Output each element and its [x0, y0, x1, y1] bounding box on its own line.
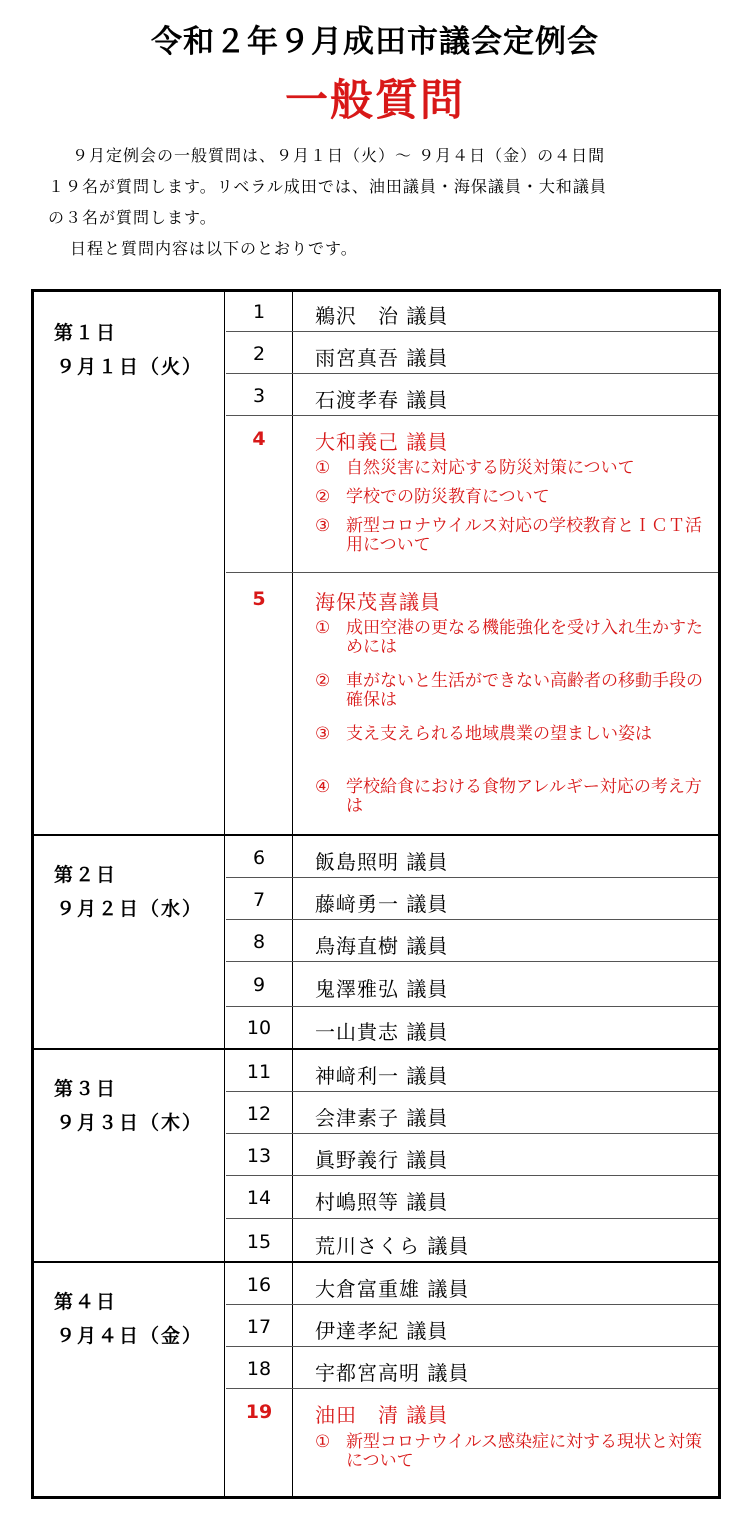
- row-divider: [226, 1091, 718, 1092]
- speaker-name: 荒川さくら 議員: [315, 1234, 470, 1258]
- question-mark: ①: [315, 618, 331, 638]
- question-item: [315, 619, 715, 657]
- speaker-number: 12: [246, 1103, 272, 1125]
- speaker-name: 村嶋照等 議員: [315, 1190, 449, 1214]
- question-mark: ③: [315, 724, 331, 744]
- question-text: 車がないと生活ができない高齢者の移動手段の確保は: [346, 671, 703, 710]
- day-label: 第２日: [54, 864, 118, 886]
- speaker-name: 雨宮真吾 議員: [315, 346, 449, 370]
- day-divider: [34, 1261, 718, 1263]
- question-mark: ④: [315, 777, 331, 797]
- question-item: [315, 488, 715, 507]
- row-divider: [226, 877, 718, 878]
- row-divider: [226, 415, 718, 416]
- day-label: 第４日: [54, 1291, 118, 1313]
- row-divider: [226, 373, 718, 374]
- question-text: 自然災害に対応する防災対策について: [346, 458, 635, 478]
- question-item: [315, 778, 715, 816]
- intro-line-4: 日程と質問内容は以下のとおりです。: [70, 239, 358, 258]
- page-subtitle: 一般質問: [285, 76, 465, 126]
- speaker-number: 17: [246, 1316, 272, 1338]
- row-divider: [226, 1346, 718, 1347]
- row-divider: [226, 331, 718, 332]
- intro-line-1: ９月定例会の一般質問は、９月１日（火）～ ９月４日（金）の４日間: [72, 146, 606, 165]
- speaker-number: 4: [252, 428, 266, 450]
- question-mark: ②: [315, 671, 331, 691]
- question-text: 学校給食における食物アレルギー対応の考え方は: [346, 777, 702, 816]
- row-divider: [226, 1006, 718, 1007]
- speaker-number: 1: [252, 301, 266, 323]
- question-text: 学校での防災教育について: [346, 487, 550, 507]
- row-divider: [226, 919, 718, 920]
- speaker-name: 鬼澤雅弘 議員: [315, 977, 449, 1001]
- row-divider: [226, 572, 718, 573]
- intro-line-3: の３名が質問します。: [48, 208, 217, 227]
- speaker-number: 10: [246, 1017, 272, 1039]
- question-item: [315, 517, 715, 555]
- day-date: ９月４日（金）: [56, 1325, 204, 1347]
- row-divider: [226, 1304, 718, 1305]
- speaker-name: 大和義己 議員: [315, 430, 449, 454]
- speaker-number: 13: [246, 1145, 272, 1167]
- speaker-name: 石渡孝春 議員: [315, 388, 449, 412]
- question-item: [315, 725, 715, 744]
- speaker-name: 会津素子 議員: [315, 1106, 449, 1130]
- intro-line-2: １９名が質問します。リベラル成田では、油田議員・海保議員・大和議員: [48, 177, 607, 196]
- day-divider: [34, 1048, 718, 1050]
- speaker-number: 7: [252, 889, 266, 911]
- question-item: [315, 672, 715, 710]
- speaker-name: 油田 清 議員: [315, 1403, 449, 1427]
- column-divider: [224, 292, 225, 1496]
- question-item: [315, 459, 715, 478]
- question-text: 新型コロナウイルス感染症に対する現状と対策について: [346, 1432, 702, 1471]
- speaker-name: 神﨑利一 議員: [315, 1064, 449, 1088]
- speaker-number: 19: [245, 1401, 273, 1423]
- day-date: ９月１日（火）: [56, 356, 204, 378]
- speaker-name: 藤﨑勇一 議員: [315, 892, 449, 916]
- speaker-number: 16: [246, 1274, 272, 1296]
- speaker-name: 鵜沢 治 議員: [315, 304, 449, 328]
- speaker-number: 8: [252, 931, 266, 953]
- speaker-number: 14: [246, 1187, 272, 1209]
- question-item: [315, 1433, 715, 1471]
- question-mark: ②: [315, 487, 331, 507]
- row-divider: [226, 961, 718, 962]
- day-divider: [34, 834, 718, 836]
- page-title: 令和２年９月成田市議会定例会: [151, 24, 599, 60]
- speaker-name: 飯島照明 議員: [315, 850, 449, 874]
- question-mark: ①: [315, 1432, 331, 1452]
- column-divider: [292, 292, 293, 1496]
- speaker-number: 9: [252, 974, 266, 996]
- question-text: 新型コロナウイルス対応の学校教育とＩＣＴ活用について: [346, 516, 702, 555]
- row-divider: [226, 1218, 718, 1219]
- speaker-name: 伊達孝紀 議員: [315, 1319, 449, 1343]
- question-text: 成田空港の更なる機能強化を受け入れ生かすためには: [346, 618, 703, 657]
- speaker-name: 鳥海直樹 議員: [315, 934, 449, 958]
- speaker-name: 一山貴志 議員: [315, 1020, 449, 1044]
- speaker-number: 6: [252, 847, 266, 869]
- question-mark: ①: [315, 458, 331, 478]
- speaker-number: 3: [252, 385, 266, 407]
- day-date: ９月３日（木）: [56, 1112, 204, 1134]
- speaker-number: 15: [246, 1231, 272, 1253]
- intro-text: [48, 140, 716, 264]
- speaker-name: 眞野義行 議員: [315, 1148, 449, 1172]
- speaker-number: 5: [252, 588, 266, 610]
- speaker-name: 宇都宮高明 議員: [315, 1361, 470, 1385]
- day-date: ９月２日（水）: [56, 898, 204, 920]
- speaker-name: 大倉富重雄 議員: [315, 1277, 470, 1301]
- row-divider: [226, 1388, 718, 1389]
- row-divider: [226, 1175, 718, 1176]
- speaker-name: 海保茂喜議員: [315, 590, 441, 614]
- question-text: 支え支えられる地域農業の望ましい姿は: [346, 724, 652, 744]
- row-divider: [226, 1133, 718, 1134]
- question-mark: ③: [315, 516, 331, 536]
- day-label: 第１日: [54, 322, 118, 344]
- speaker-number: 2: [252, 343, 266, 365]
- speaker-number: 11: [246, 1061, 272, 1083]
- speaker-number: 18: [246, 1358, 272, 1380]
- day-label: 第３日: [54, 1078, 118, 1100]
- schedule-table: [31, 289, 721, 1499]
